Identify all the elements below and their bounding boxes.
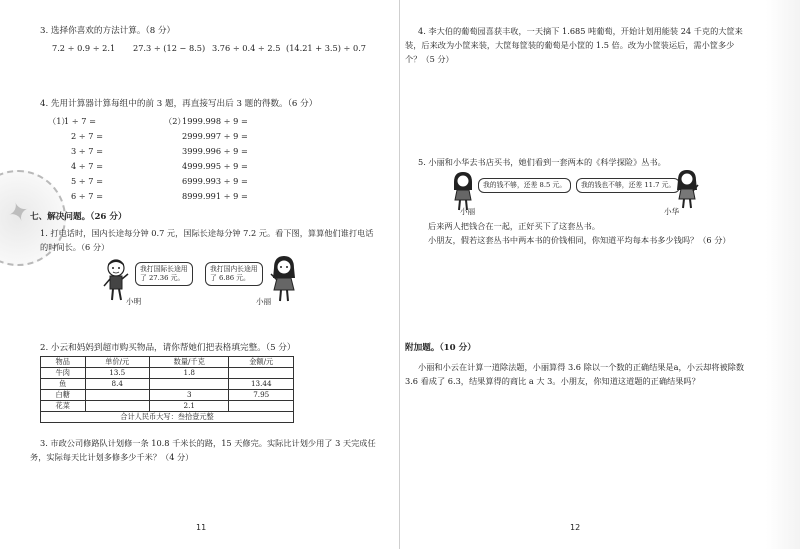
r-q5-line1: 5. 小丽和小华去书店买书，她们看到一套两本的《科学探险》丛书。 <box>418 157 666 167</box>
name-xiaoli-right: 小丽 <box>460 207 476 216</box>
table-header-cell: 单价/元 <box>85 357 150 368</box>
table-cell: 7.95 <box>229 390 294 401</box>
table-cell: 2.1 <box>150 401 229 412</box>
bubble-xiaoli-right: 我的钱不够，还差 8.5 元。 <box>478 178 571 193</box>
table-cell: 白糖 <box>41 390 86 401</box>
name-xiaohua: 小华 <box>664 207 680 216</box>
purchase-table <box>40 356 294 423</box>
stamp-watermark-mark: ✦ <box>3 195 34 231</box>
bonus-title: 附加题。（10 分） <box>405 343 476 353</box>
q4-g2-item-4: 4999.995 ÷ 9 = <box>182 161 248 171</box>
q4-g2-item-3: 3999.996 ÷ 9 = <box>182 146 248 156</box>
page-number-left: 11 <box>196 523 207 532</box>
table-cell: 3 <box>150 390 229 401</box>
table-cell: 1.8 <box>150 368 229 379</box>
bonus-line2: 3.6 看成了 6.3，结果算得的商比 a 大 3。小朋友，你知道这道题的正确结果吗？ <box>405 376 700 386</box>
table-header-cell: 物品 <box>41 357 86 368</box>
bubble-xiaoming <box>135 262 193 286</box>
name-xiaoli: 小丽 <box>256 297 272 306</box>
table-row <box>41 390 294 401</box>
table-row <box>41 401 294 412</box>
r-q5-line2: 后来两人把钱合在一起，正好买下了这套丛书。 <box>428 221 600 231</box>
table-header-cell: 金额/元 <box>229 357 294 368</box>
table-cell <box>85 390 150 401</box>
q4-group1-label: （1） <box>48 116 70 126</box>
q3b-line1: 3. 市政公司修路队计划修一条 10.8 千米长的路，15 天修完。实际比计划少用了 3 天完成任 <box>40 438 376 448</box>
q4-g2-item-6: 8999.991 ÷ 9 = <box>182 191 248 201</box>
q4-g2-item-1: 1999.998 ÷ 9 = <box>182 116 248 126</box>
q2-title: 2. 小云和妈妈到超市购买物品，请你帮她们把表格填完整。（5 分） <box>40 343 296 353</box>
q4-g1-item-1: 1 ÷ 7 = <box>64 116 96 126</box>
q4-title: 4. 先用计算器计算每组中的前 3 题，再直接写出后 3 题的得数。（6 分） <box>40 99 318 109</box>
table-cell: 13.5 <box>85 368 150 379</box>
right-page <box>400 0 800 549</box>
bubble-xiaoli <box>205 262 263 286</box>
table-total-cell: 合计人民币大写：叁拾壹元整 <box>41 412 294 423</box>
table-header-row <box>41 357 294 368</box>
q4-g2-item-5: 6999.993 ÷ 9 = <box>182 176 248 186</box>
table-cell <box>229 368 294 379</box>
girl-xiaohua-icon <box>674 170 700 210</box>
q4-g1-item-5: 5 ÷ 7 = <box>71 176 103 186</box>
r-q5-line3: 小朋友，假若这套丛书中两本书的价钱相同，你知道平均每本书多少钱吗？（6 分） <box>428 235 731 245</box>
table-cell: 鱼 <box>41 379 86 390</box>
table-cell <box>85 401 150 412</box>
page-number-right: 12 <box>570 523 581 532</box>
q4-g1-item-4: 4 ÷ 7 = <box>71 161 103 171</box>
girl-xiaoli-icon <box>268 256 300 304</box>
bubble-xiaoli-line1: 我打国内长途用 <box>210 265 258 273</box>
scan-edge-shading <box>766 0 800 549</box>
q3b-line2: 务，实际每天比计划多修多少千米？（4 分） <box>30 452 194 462</box>
table-cell: 13.44 <box>229 379 294 390</box>
s7-q1-line1: 1. 打电话时，国内长途每分钟 0.7 元，国际长途每分钟 7.2 元。看下图，算算他们谁打电话 <box>40 228 374 238</box>
table-cell: 8.4 <box>85 379 150 390</box>
r-q4-line1: 4. 李大伯的葡萄园喜获丰收，一天摘下 1.685 吨葡萄，开始计划用能装 24 千克的大筐来 <box>418 26 743 36</box>
table-row <box>41 379 294 390</box>
q3-expr-4: (14.21 + 3.5) ÷ 0.7 <box>286 43 367 53</box>
bubble-xiaoming-line2: 了 27.36 元。 <box>140 274 185 282</box>
q4-g1-item-3: 3 ÷ 7 = <box>71 146 103 156</box>
r-q4-line3: 个？（5 分） <box>405 54 454 64</box>
bonus-line1: 小丽和小云在计算一道除法题，小丽算得 3.6 除以一个数的正确结果是a，小云却将被除数 <box>418 362 745 372</box>
q3-title: 3. 选择你喜欢的方法计算。（8 分） <box>40 26 176 36</box>
q4-g1-item-2: 2 ÷ 7 = <box>71 131 103 141</box>
bubble-xiaoming-line1: 我打国际长途用 <box>140 265 188 273</box>
section7-title: 七、解决问题。（26 分） <box>30 212 127 222</box>
s7-q1-line2: 的时间长。（6 分） <box>40 242 110 252</box>
r-q4-line2: 装，后来改为小筐来装，大筐每筐装的葡萄是小筐的 1.5 倍。改为小筐装运后，需小筐多少 <box>405 40 735 50</box>
bubble-xiaohua: 我的钱也不够，还差 11.7 元。 <box>576 178 680 193</box>
table-header-cell: 数量/千克 <box>150 357 229 368</box>
table-row <box>41 368 294 379</box>
table-cell: 花菜 <box>41 401 86 412</box>
table-cell <box>229 401 294 412</box>
table-cell: 牛肉 <box>41 368 86 379</box>
q3-expr-1: 7.2 ÷ 0.9 ÷ 2.1 <box>52 43 116 53</box>
table-total-row <box>41 412 294 423</box>
q4-g1-item-6: 6 ÷ 7 = <box>71 191 103 201</box>
table-cell <box>150 379 229 390</box>
q3-expr-2: 27.3 ÷ (12 − 8.5) <box>133 43 206 53</box>
q4-group2-label: （2） <box>164 116 186 126</box>
q4-g2-item-2: 2999.997 ÷ 9 = <box>182 131 248 141</box>
bubble-xiaoli-line2: 了 6.86 元。 <box>210 274 250 282</box>
name-xiaoming: 小明 <box>126 297 142 306</box>
q3-expr-3: 3.76 ÷ 0.4 ÷ 2.5 <box>212 43 281 53</box>
